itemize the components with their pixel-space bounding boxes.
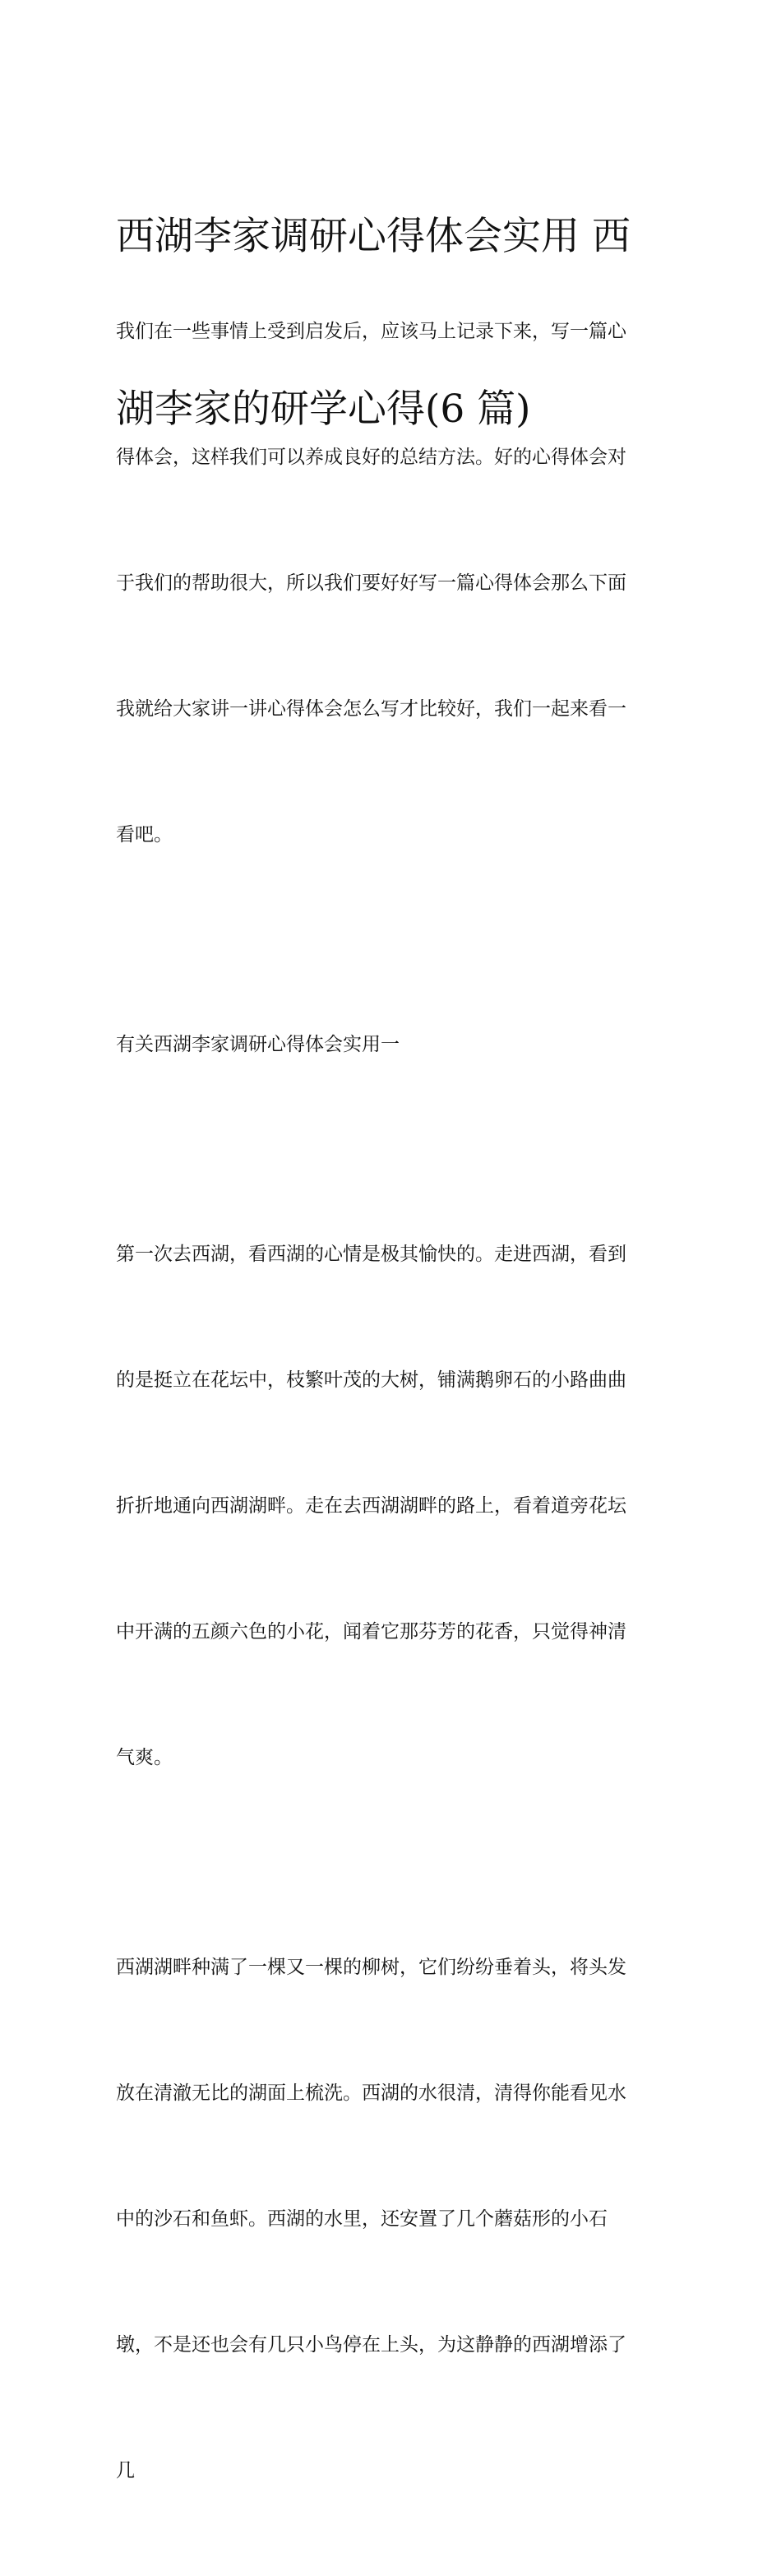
paragraph-line: 中的沙石和鱼虾。西湖的水里，还安置了几个蘑菇形的小石 <box>116 2208 608 2230</box>
intro-line: 我就给大家讲一讲心得体会怎么写才比较好，我们一起来看一 <box>116 698 626 720</box>
section-heading-text: 有关西湖李家调研心得体会实用一 <box>116 1034 400 1055</box>
paragraph-line: 几 <box>116 2460 135 2481</box>
intro-line: 于我们的帮助很大，所以我们要好好写一篇心得体会那么下面 <box>116 572 626 594</box>
paragraph-line: 第一次去西湖，看西湖的心情是极其愉快的。走进西湖，看到 <box>116 1244 626 1265</box>
paragraph-line: 气爽。 <box>116 1747 173 1768</box>
paragraph-line: 中开满的五颜六色的小花，闻着它那芬芳的花香，只觉得神清 <box>116 1621 626 1642</box>
title-line: 湖李家的研学心得(6 篇) <box>116 387 531 432</box>
title-line: 西湖李家调研心得体会实用 西 <box>116 214 631 259</box>
intro-line: 得体会，这样我们可以养成良好的总结方法。好的心得体会对 <box>116 447 626 468</box>
intro-line: 看吧。 <box>116 824 173 846</box>
body-paragraph-2 <box>116 1863 671 2576</box>
paragraph-line: 墩，不是还也会有几只小鸟停在上头，为这静静的西湖增添了 <box>116 2334 626 2356</box>
intro-paragraph <box>116 227 671 940</box>
body-paragraph-1 <box>116 1150 671 1863</box>
intro-line: 我们在一些事情上受到启发后，应该马上记录下来，写一篇心 <box>116 321 626 342</box>
document-body <box>116 227 671 2576</box>
paragraph-line: 折折地通向西湖湖畔。走在去西湖湖畔的路上，看着道旁花坛 <box>116 1495 626 1517</box>
paragraph-line: 西湖湖畔种满了一棵又一棵的柳树，它们纷纷垂着头，将头发 <box>116 1957 626 1978</box>
paragraph-line: 的是挺立在花坛中，枝繁叶茂的大树，铺满鹅卵石的小路曲曲 <box>116 1369 626 1391</box>
paragraph-line: 放在清澈无比的湖面上梳洗。西湖的水很清，清得你能看见水 <box>116 2083 626 2104</box>
section-heading <box>116 940 671 1150</box>
